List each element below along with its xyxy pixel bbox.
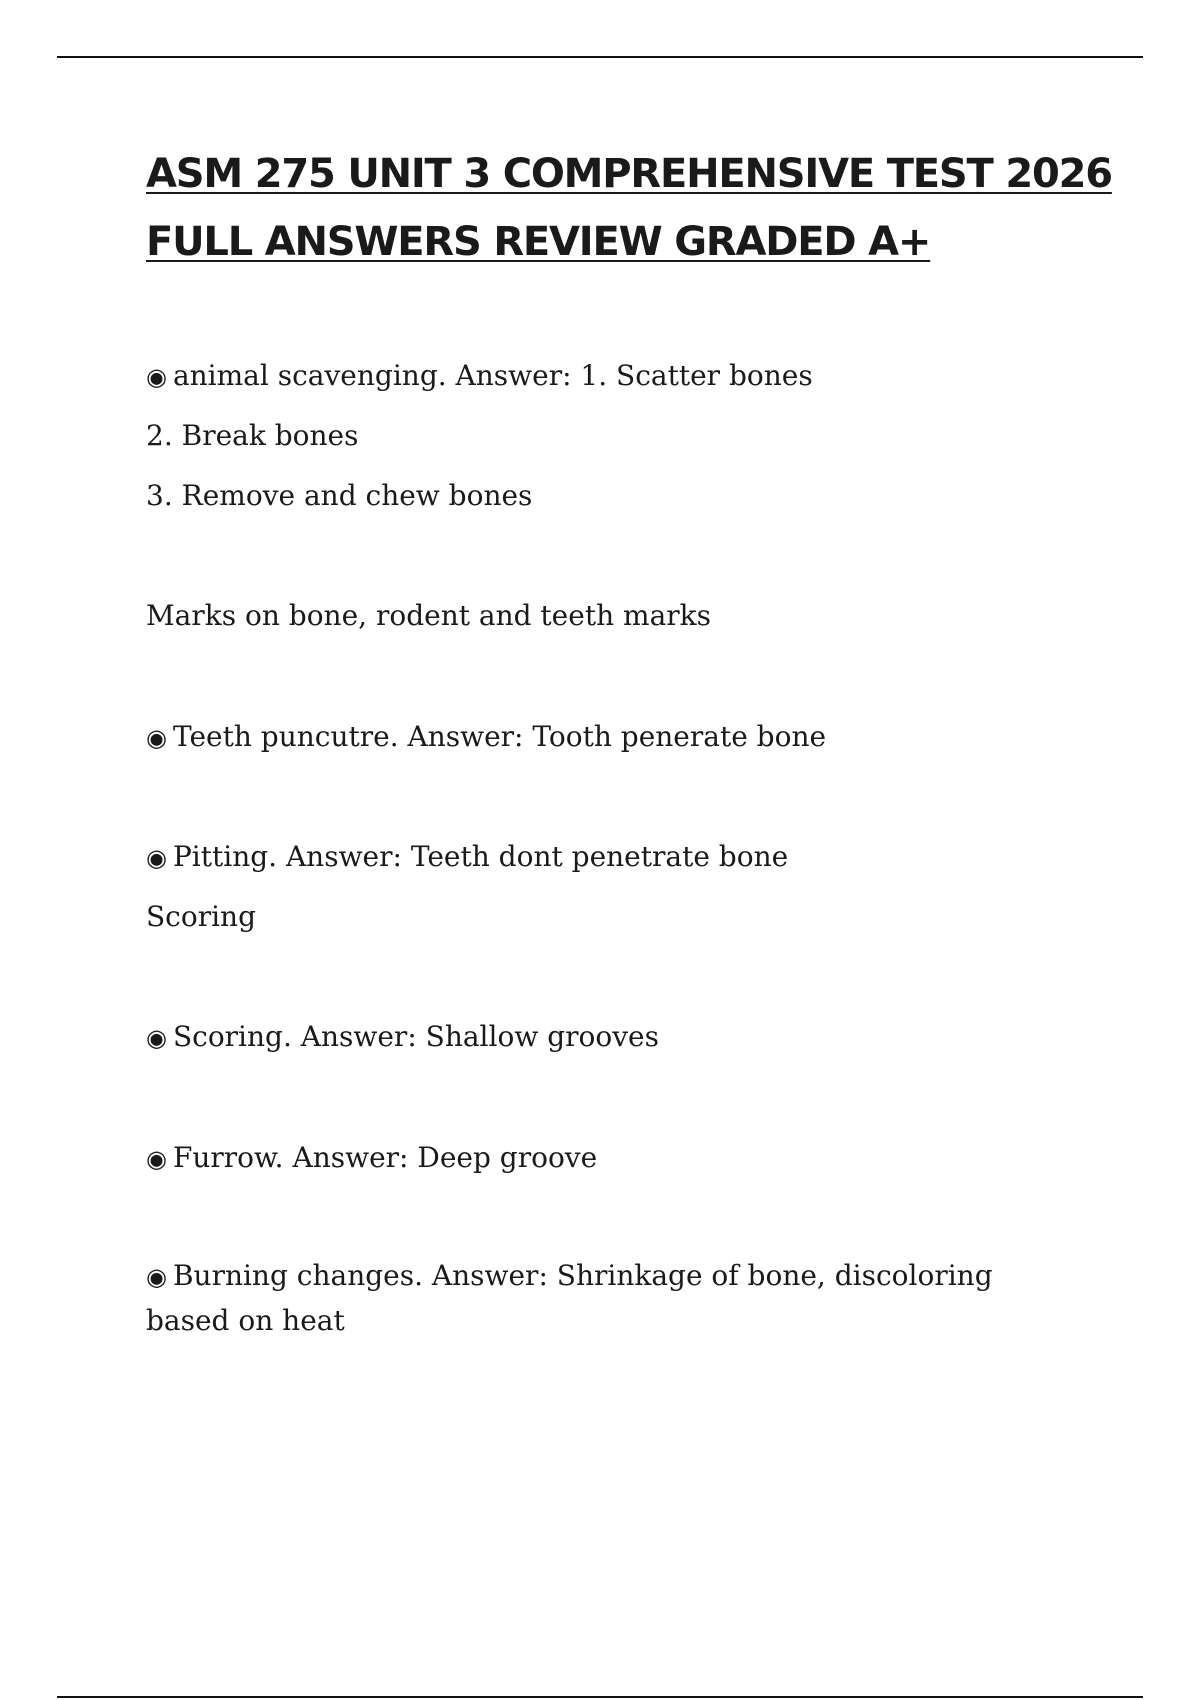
bottom-rule [57,1696,1143,1698]
document-title [146,140,1112,276]
body-line: animal scavenging. Answer: 1. Scatter bones [172,359,813,392]
top-rule [57,56,1143,58]
qa-item-pitting [146,837,788,878]
title-line-1: ASM 275 UNIT 3 COMPREHENSIVE TEST 2026 [146,151,1112,197]
title-line-2: FULL ANSWERS REVIEW GRADED A+ [146,219,931,265]
qa-item-scoring [146,1017,659,1058]
bullet-icon: ◉ [146,1145,167,1173]
qa-item-animal-scavenging [146,356,813,397]
bullet-icon: ◉ [146,724,167,752]
body-line: Scoring [146,900,257,933]
body-line: 3. Remove and chew bones [146,479,533,512]
qa-item-teeth-puncture [146,717,826,758]
body-line: Marks on bone, rodent and teeth marks [146,599,711,632]
bullet-icon: ◉ [146,844,167,872]
body-line: Teeth puncutre. Answer: Tooth penerate bone [172,720,827,753]
qa-item-furrow [146,1138,597,1179]
body-line: Burning changes. Answer: Shrinkage of bone, discoloring based on heat [146,1259,993,1337]
qa-item-burning-changes [146,1254,1076,1343]
bullet-icon: ◉ [146,1024,167,1052]
body-line: Scoring. Answer: Shallow grooves [172,1020,659,1053]
body-line: 2. Break bones [146,419,359,452]
body-line: Furrow. Answer: Deep groove [172,1141,598,1174]
bullet-icon: ◉ [146,363,167,391]
body-line: Pitting. Answer: Teeth dont penetrate bone [172,840,789,873]
bullet-icon: ◉ [146,1263,167,1291]
